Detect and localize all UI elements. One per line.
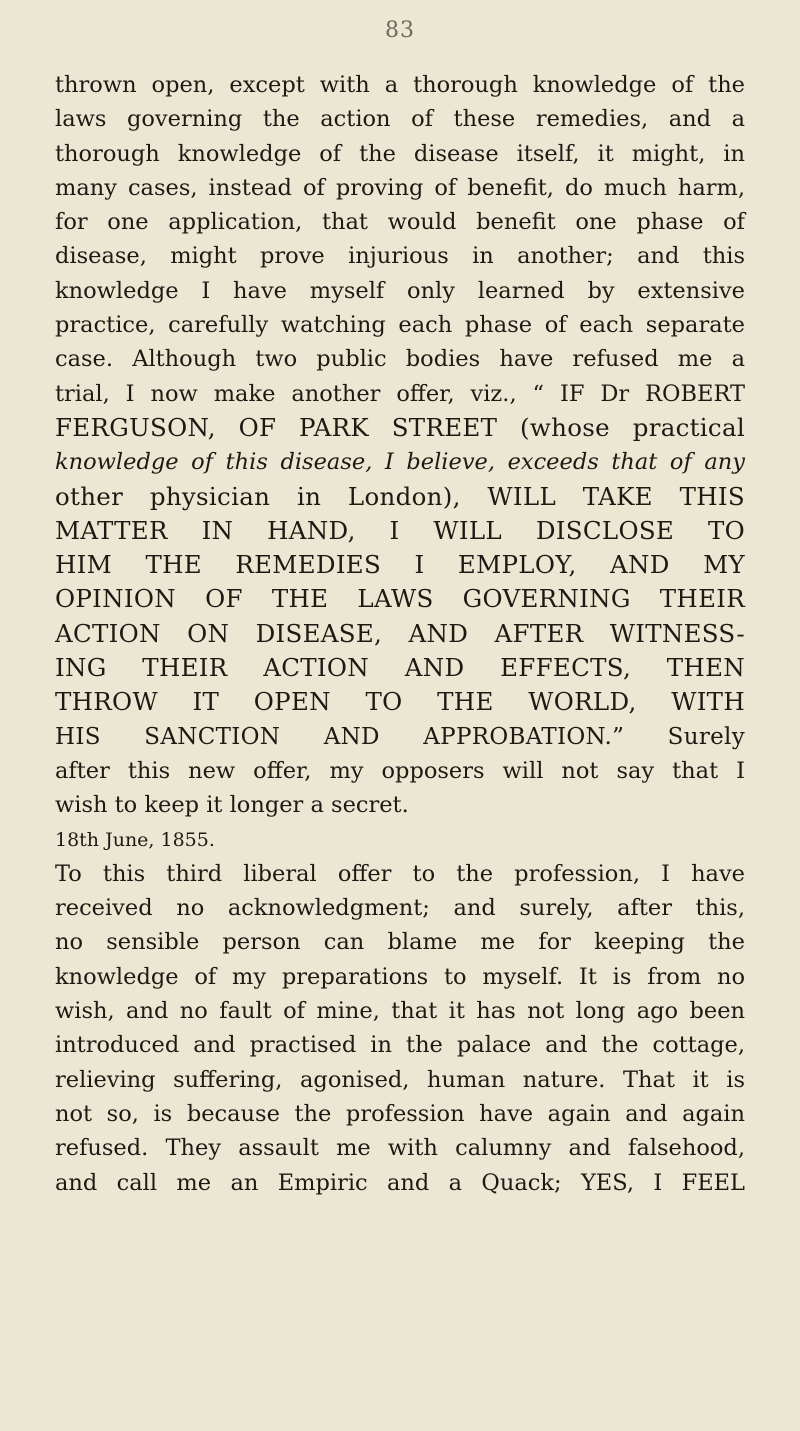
text-line: wish, and no fault of mine, that it has not long ago been	[55, 998, 745, 1025]
text-line: MATTER IN HAND, I WILL DISCLOSE TO	[55, 515, 745, 545]
text-line: received no acknowledgment; and surely, after this,	[55, 895, 745, 922]
text-line: disease, might prove injurious in another; and this	[55, 243, 745, 270]
text-line: not so, is because the profession have again and again	[55, 1100, 745, 1127]
text-line: ACTION ON DISEASE, AND AFTER WITNESS-	[55, 618, 745, 648]
text-line: knowledge I have myself only learned by extensive	[55, 277, 745, 304]
text-line: knowledge of my preparations to myself. It is from no	[55, 963, 745, 990]
text-line: refused. They assault me with calumny and falsehood,	[55, 1135, 745, 1162]
date-line: 18th June, 1855.	[55, 828, 215, 851]
text-line: OPINION OF THE LAWS GOVERNING THEIR	[55, 584, 745, 614]
text-line: FERGUSON, OF PARK STREET (whose practical	[55, 412, 745, 442]
text-line: practice, carefully watching each phase of each separate	[55, 312, 745, 339]
text-line: knowledge of this disease, I believe, exceeds that of any	[55, 449, 745, 476]
text-line: case. Although two public bodies have refused me a	[55, 346, 745, 373]
text-line: To this third liberal offer to the profession, I have	[55, 860, 745, 887]
text-line: thorough knowledge of the disease itself, it might, in	[55, 140, 745, 167]
text-line: thrown open, except with a thorough knowledge of the	[55, 72, 745, 98]
text-line: for one application, that would benefit one phase of	[55, 209, 745, 236]
body-text	[55, 68, 745, 1200]
text-line: THROW IT OPEN TO THE WORLD, WITH	[55, 687, 745, 717]
text-line: HIS SANCTION AND APPROBATION.” Surely	[55, 723, 745, 750]
text-line: introduced and practised in the palace and the cottage,	[55, 1032, 745, 1059]
text-line: trial, I now make another offer, viz., “ IF Dr ROBERT	[55, 380, 745, 407]
text-line: and call me an Empiric and a Quack; YES, I FEEL	[55, 1169, 745, 1196]
text-line: HIM THE REMEDIES I EMPLOY, AND MY	[55, 550, 745, 580]
text-line: wish to keep it longer a secret.	[55, 792, 409, 819]
page-number: 83	[385, 18, 415, 43]
text-line: no sensible person can blame me for keeping the	[55, 929, 745, 956]
text-line: relieving suffering, agonised, human nature. That it is	[55, 1066, 745, 1093]
text-line: many cases, instead of proving of benefit, do much harm,	[55, 174, 745, 201]
text-line: after this new offer, my opposers will not say that I	[55, 757, 745, 784]
text-line: other physician in London), WILL TAKE THIS	[55, 481, 745, 511]
text-line: laws governing the action of these remedies, and a	[55, 106, 745, 133]
text-line: ING THEIR ACTION AND EFFECTS, THEN	[55, 653, 745, 683]
